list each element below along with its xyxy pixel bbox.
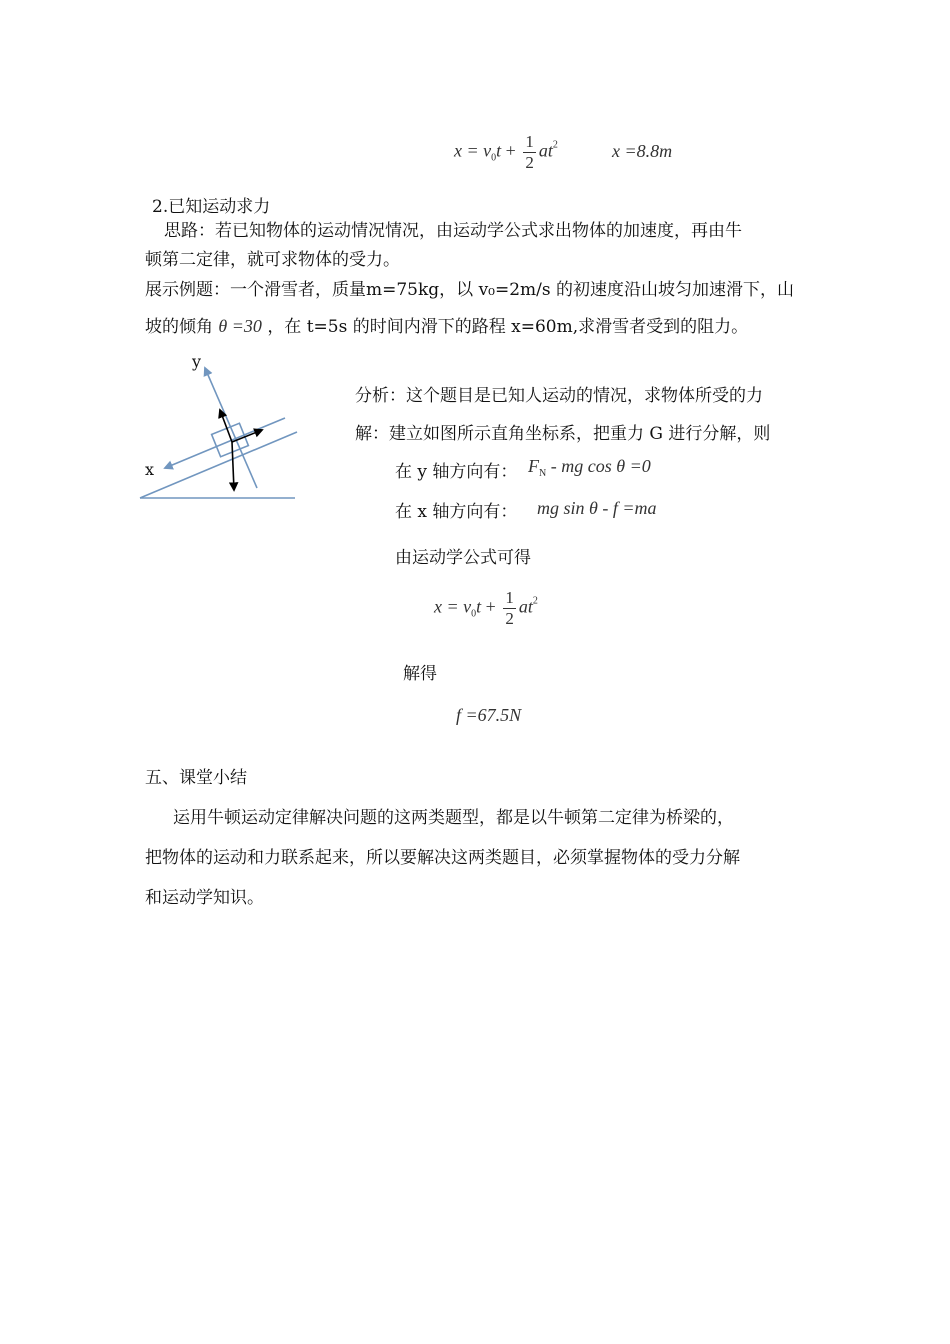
x-equation: mg sin θ - f =ma	[537, 498, 657, 518]
section2-heading: 2.已知运动求力	[152, 197, 271, 217]
y-eq-f: F	[528, 456, 539, 476]
eq-lhs: x =	[454, 140, 479, 161]
y-axis-label: y	[192, 352, 202, 371]
eq-v-sub: 0	[491, 152, 497, 164]
y-axis-arrow	[205, 368, 257, 488]
kin-plus: +	[485, 596, 496, 617]
kin-lhs: x =	[434, 596, 459, 617]
example-line2-a: 坡的倾角	[145, 317, 213, 337]
kin-v: v	[463, 596, 472, 617]
kin-sq: 2	[532, 595, 538, 607]
x-axis-label: x	[145, 460, 155, 479]
y-equation	[528, 456, 651, 479]
kin-at: at	[518, 596, 533, 617]
incline-diagram	[135, 350, 305, 510]
answer: f =67.5N	[456, 705, 522, 725]
solve-text: 解得	[403, 664, 437, 684]
eq-at: at	[538, 140, 553, 161]
top-equation-result: x =8.8m	[612, 141, 673, 161]
y-eq-sub: N	[539, 468, 547, 479]
kin-v-sub: 0	[471, 608, 477, 620]
summary-line2: 把物体的运动和力联系起来，所以要解决这两类题目，必须掌握物体的受力分解	[145, 848, 740, 868]
eq-v: v	[483, 140, 492, 161]
top-equation	[454, 132, 558, 173]
example-theta: θ =30	[218, 316, 262, 336]
x-axis-text: 在 x 轴方向有：	[395, 502, 518, 522]
block	[212, 423, 249, 456]
kin-fraction	[503, 588, 516, 629]
kin-frac-den: 2	[505, 609, 514, 628]
example-line2-b: ，在 t=5s 的时间内滑下的路程 x=60m,求滑雪者受到的阻力。	[267, 317, 749, 337]
eq-frac-num: 1	[525, 132, 534, 151]
eq-fraction	[523, 132, 536, 173]
section5-heading: 五、课堂小结	[145, 768, 247, 788]
y-axis-text: 在 y 轴方向有：	[395, 462, 518, 482]
idea-line2: 顿第二定律，就可求物体的受力。	[145, 250, 400, 270]
analysis-line1: 分析：这个题目是已知人运动的情况，求物体所受的力	[355, 386, 763, 406]
gravity-arrow	[232, 442, 234, 490]
kin-frac-num: 1	[505, 588, 514, 607]
eq-plus: +	[505, 140, 516, 161]
y-eq-rest: - mg cos θ =0	[546, 456, 651, 476]
analysis-line2: 解：建立如图所示直角坐标系，把重力 G 进行分解，则	[355, 424, 771, 444]
eq-sq: 2	[552, 139, 558, 151]
kinematics-equation	[434, 588, 538, 629]
summary-line3: 和运动学知识。	[145, 888, 264, 908]
kin-t: t	[476, 596, 482, 617]
eq-frac-den: 2	[525, 153, 534, 172]
summary-line1: 运用牛顿运动定律解决问题的这两类题型，都是以牛顿第二定律为桥梁的，	[173, 808, 734, 828]
kinematics-text: 由运动学公式可得	[395, 548, 531, 568]
example-line2	[145, 310, 748, 343]
idea-line1: 思路：若已知物体的运动情况情况，由运动学公式求出物体的加速度，再由牛	[164, 221, 742, 241]
slope-line	[140, 432, 297, 498]
example-line1: 展示例题：一个滑雪者，质量m=75kg，以 v₀=2m/s 的初速度沿山坡匀加速滑下，山	[145, 280, 795, 300]
eq-t: t	[496, 140, 502, 161]
